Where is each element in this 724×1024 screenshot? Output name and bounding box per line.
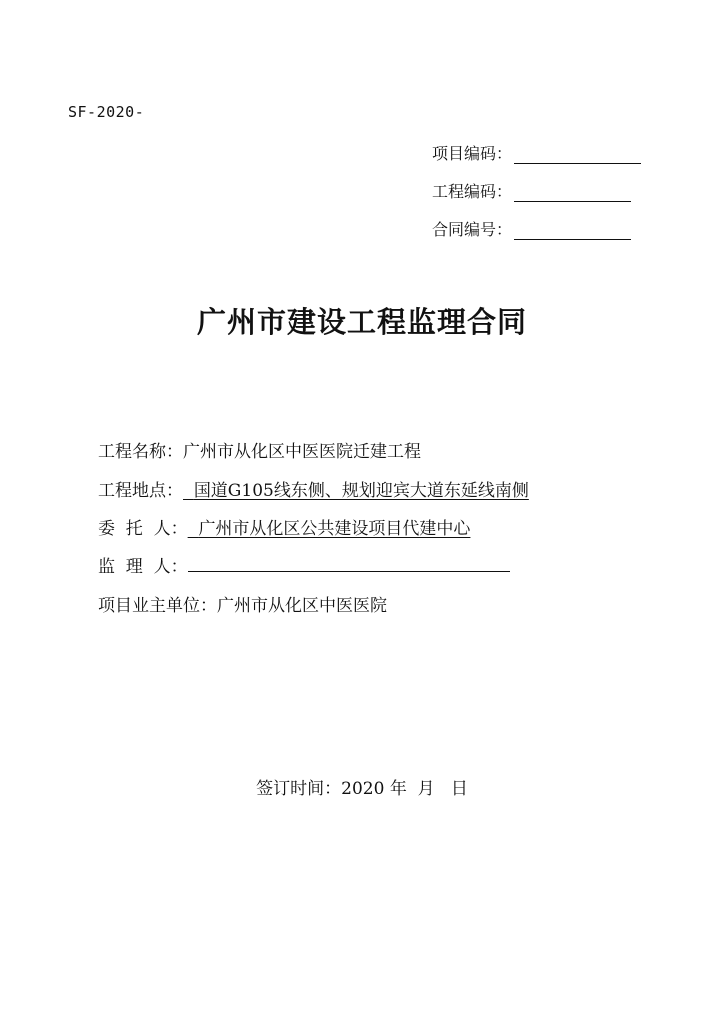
- project-location-label: 工程地点：: [98, 481, 183, 501]
- project-owner-label: 项目业主单位：: [98, 596, 217, 616]
- project-code-blank: [514, 149, 641, 164]
- signing-month-unit: 月: [417, 779, 435, 799]
- client-row: [98, 518, 470, 540]
- contract-number-label: 合同编号：: [432, 220, 513, 239]
- project-location-value: 国道G105线东侧、规划迎宾大道东延线南侧: [193, 481, 529, 501]
- contract-number-blank: [514, 225, 631, 240]
- project-owner-value: 广州市从化区中医医院: [217, 596, 387, 616]
- project-code-label: 项目编码：: [432, 144, 513, 163]
- client-label: 委 托 人：: [98, 519, 188, 539]
- project-location-value-wrap: [183, 481, 529, 501]
- contract-number-row: [432, 220, 631, 240]
- project-name-value: 广州市从化区中医医院迁建工程: [183, 442, 421, 462]
- signing-year-unit: 年: [389, 779, 407, 799]
- client-value-wrap: [188, 519, 471, 539]
- signing-day-unit: 日: [450, 779, 468, 799]
- project-code-row: [432, 144, 641, 164]
- document-code: SF-2020-: [68, 103, 145, 121]
- project-owner-row: [98, 595, 387, 617]
- engineering-code-row: [432, 182, 631, 202]
- signing-date-row: [0, 774, 724, 799]
- supervisor-label: 监 理 人：: [98, 557, 188, 577]
- signing-label: 签订时间：: [256, 779, 342, 799]
- project-name-label: 工程名称：: [98, 442, 183, 462]
- client-value: 广州市从化区公共建设项目代建中心: [198, 519, 471, 539]
- project-name-row: [98, 441, 421, 463]
- project-location-row: [98, 480, 529, 502]
- supervisor-blank: [188, 557, 510, 572]
- signing-year: 2020: [341, 779, 385, 799]
- engineering-code-label: 工程编码：: [432, 182, 513, 201]
- engineering-code-blank: [514, 187, 631, 202]
- supervisor-row: [98, 556, 510, 578]
- document-title: 广州市建设工程监理合同: [196, 305, 527, 339]
